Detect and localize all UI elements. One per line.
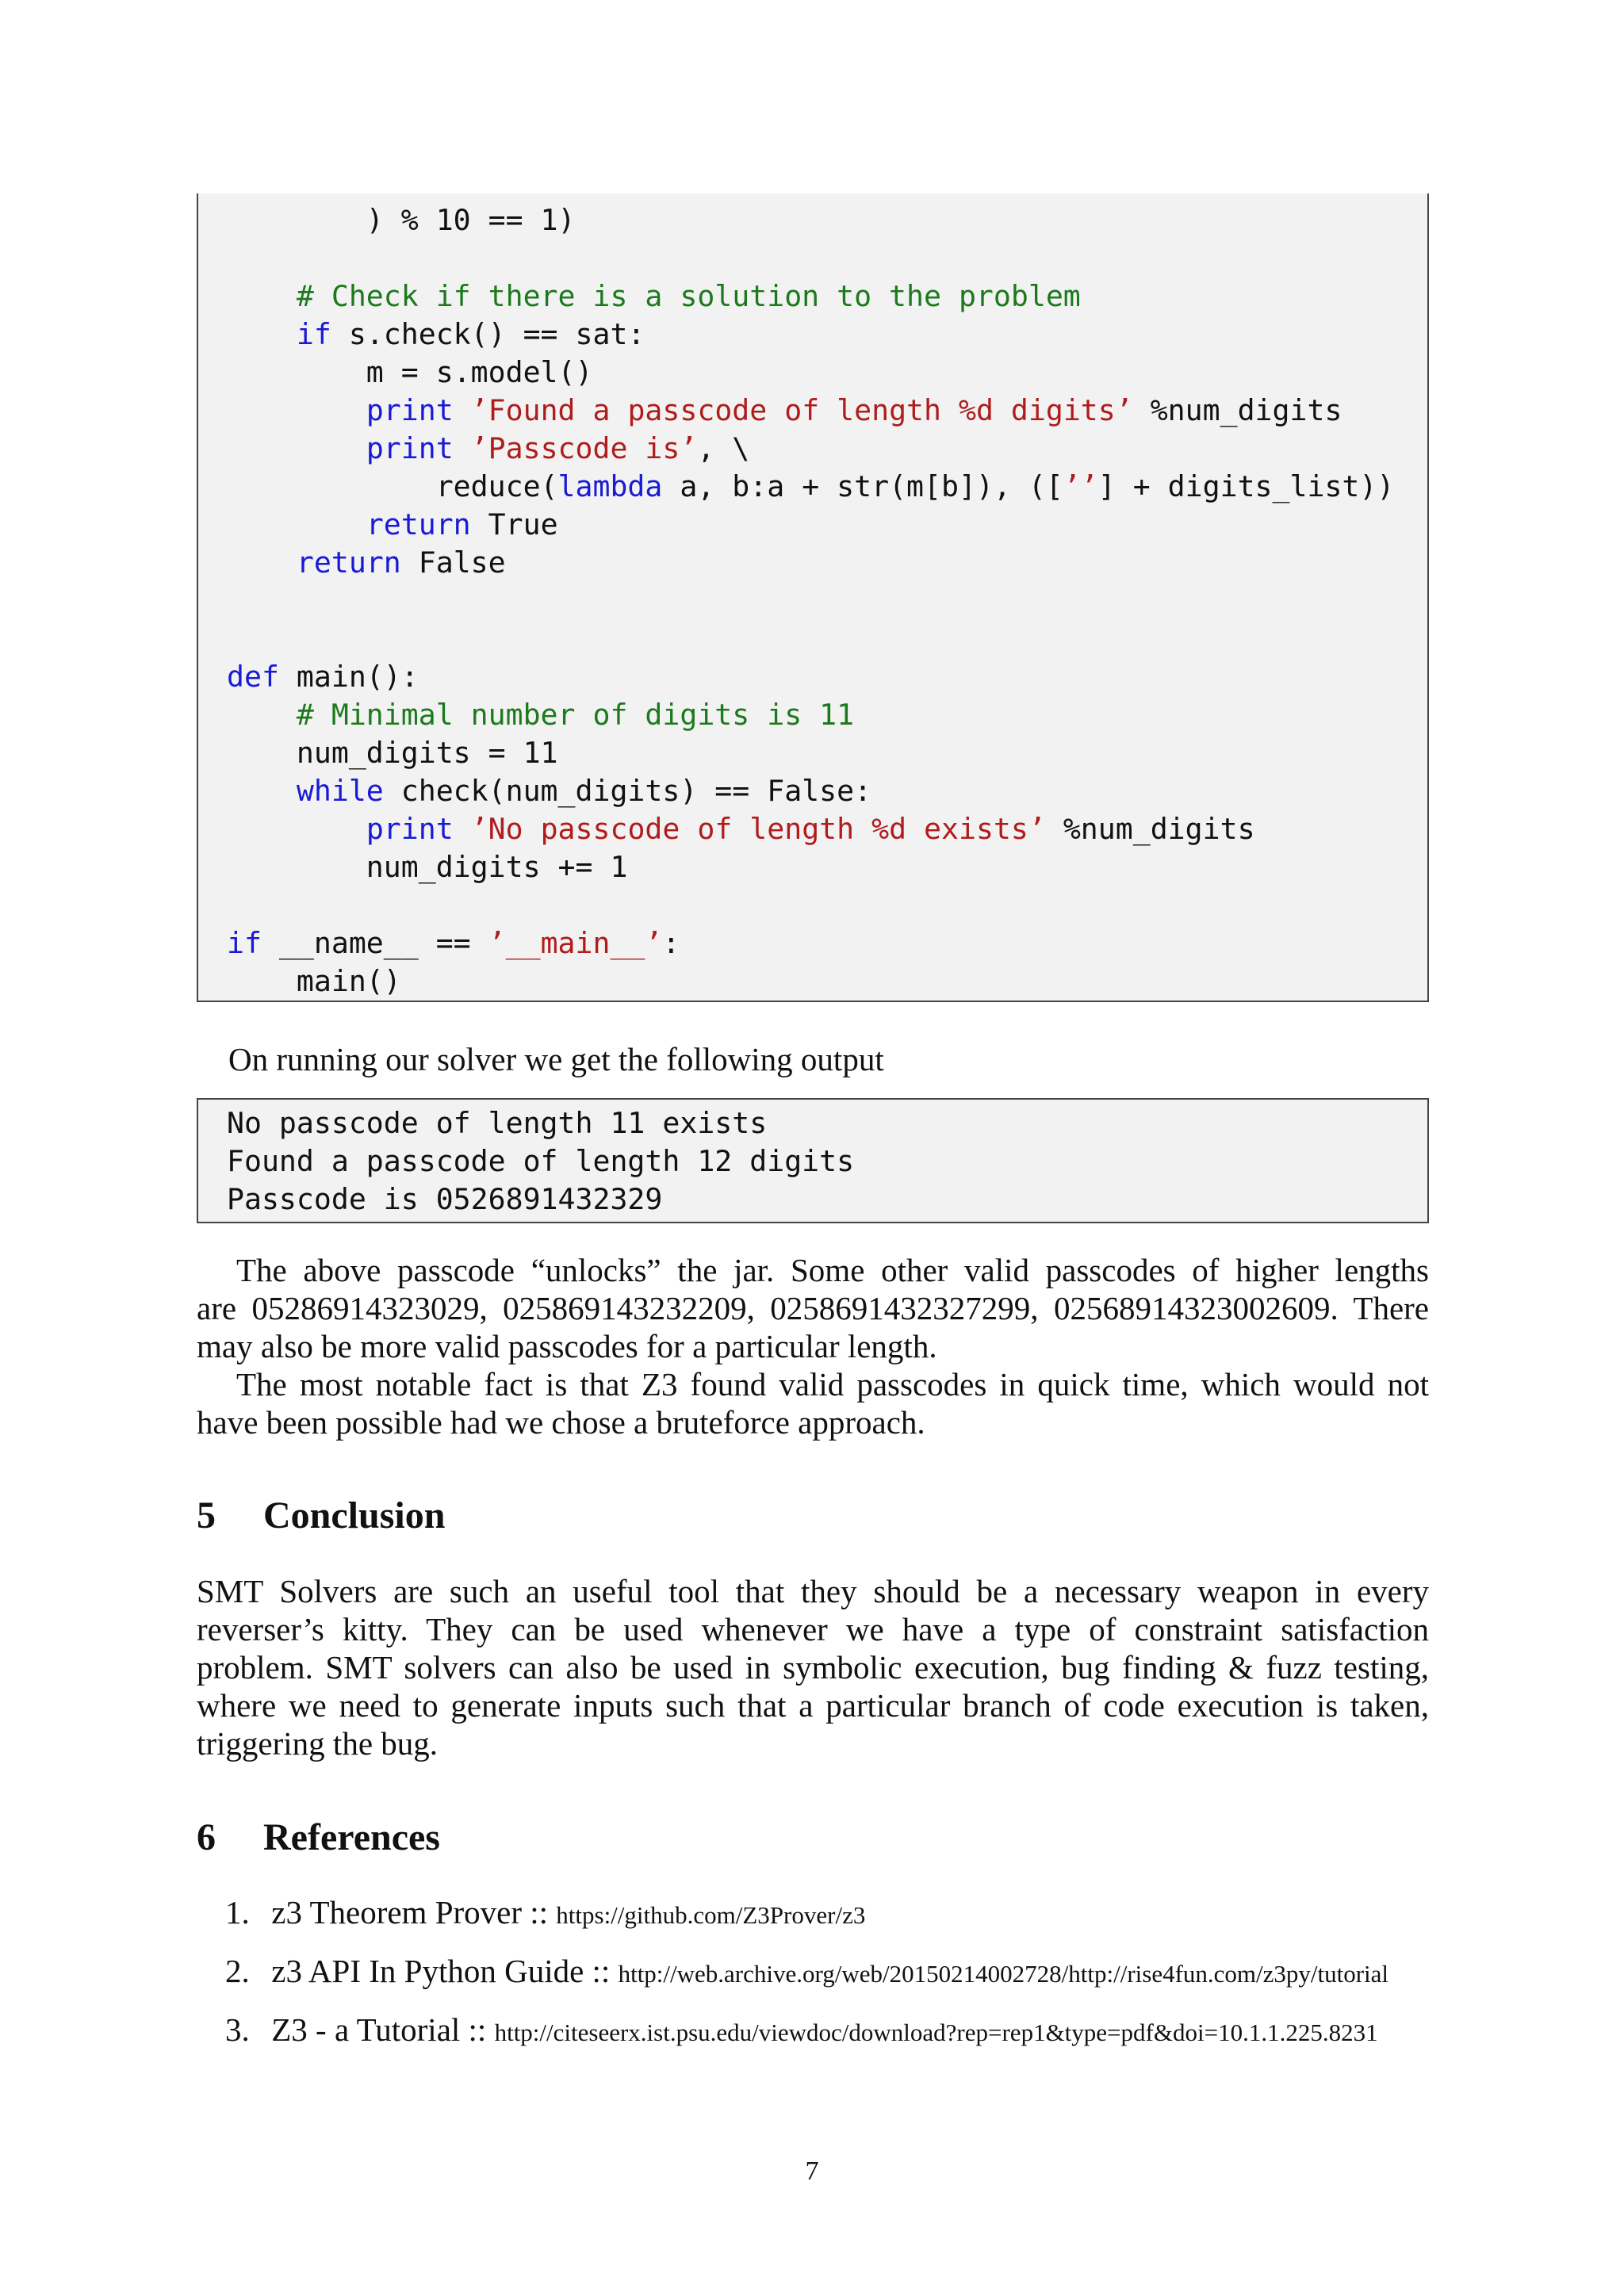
code-text: num_digits = 11 bbox=[227, 736, 558, 770]
output-listing bbox=[197, 1098, 1429, 1223]
code-text bbox=[227, 393, 366, 427]
section-heading-conclusion bbox=[197, 1494, 445, 1537]
paragraph-line: The most notable fact is that Z3 found valid passcodes in quick time, which would not bbox=[236, 1366, 1429, 1402]
code-text: : bbox=[662, 926, 680, 960]
reference-label: z3 Theorem Prover :: bbox=[271, 1894, 549, 1931]
code-line bbox=[227, 201, 576, 239]
paragraph-line: triggering the bug. bbox=[197, 1725, 439, 1762]
section-number: 5 bbox=[197, 1494, 216, 1536]
code-text: %num_digits bbox=[1132, 393, 1342, 427]
code-text: , \ bbox=[697, 431, 750, 465]
code-text: %num_digits bbox=[1045, 812, 1255, 846]
code-line bbox=[227, 848, 627, 886]
conclusion-paragraph bbox=[197, 1572, 1429, 1762]
reference-url[interactable]: http://web.archive.org/web/20150214002728/http://rise4fun.com/z3py/tutorial bbox=[618, 1960, 1389, 1988]
code-text bbox=[227, 812, 366, 846]
results-paragraph bbox=[197, 1251, 1429, 1441]
code-listing bbox=[197, 193, 1429, 1002]
reference-number: 1. bbox=[225, 1894, 250, 1931]
reference-url[interactable]: https://github.com/Z3Prover/z3 bbox=[556, 1901, 866, 1929]
code-text: __name__ == bbox=[261, 926, 488, 960]
paragraph-line: SMT Solvers are such an useful tool that they should be a necessary weapon in every bbox=[197, 1573, 1429, 1609]
code-line bbox=[227, 658, 419, 696]
code-line bbox=[227, 506, 558, 544]
code-text bbox=[227, 317, 297, 351]
code-line bbox=[227, 277, 1081, 316]
code-line bbox=[227, 392, 1342, 430]
code-text: main() bbox=[227, 964, 401, 998]
paragraph-line: are 05286914323029, 025869143232209, 0258691432327299, 02568914323002609. There bbox=[197, 1290, 1429, 1326]
code-text: True bbox=[470, 507, 558, 541]
code-line bbox=[227, 962, 401, 1001]
code-line bbox=[227, 772, 871, 810]
intro-sentence bbox=[228, 1040, 1429, 1078]
code-keyword: print bbox=[366, 431, 454, 465]
code-text bbox=[227, 507, 366, 541]
code-text bbox=[227, 431, 366, 465]
code-text: a, b:a + str(m[b]), ([ bbox=[662, 469, 1063, 503]
section-heading-references bbox=[197, 1816, 440, 1859]
reference-url[interactable]: http://citeseerx.ist.psu.edu/viewdoc/download?rep=rep1&type=pdf&doi=10.1.1.225.8231 bbox=[494, 2019, 1378, 2046]
output-line: Found a passcode of length 12 digits bbox=[227, 1144, 855, 1178]
code-line bbox=[227, 430, 749, 468]
code-text: m = s.model() bbox=[227, 355, 593, 389]
paragraph-line: The above passcode “unlocks” the jar. Some other valid passcodes of higher lengths bbox=[236, 1252, 1429, 1288]
code-keyword: while bbox=[296, 774, 384, 808]
code-text: check(num_digits) == False: bbox=[383, 774, 872, 808]
code-text: False bbox=[400, 545, 506, 580]
code-text bbox=[454, 431, 471, 465]
reference-label: z3 API In Python Guide :: bbox=[271, 1953, 611, 1989]
code-text: main(): bbox=[278, 660, 419, 694]
code-comment: # Check if there is a solution to the problem bbox=[227, 279, 1081, 313]
intro-text: On running our solver we get the following output bbox=[228, 1041, 884, 1077]
code-line bbox=[227, 810, 1255, 848]
reference-label: Z3 - a Tutorial :: bbox=[271, 2011, 487, 2048]
reference-item bbox=[225, 1952, 1388, 1990]
code-keyword: return bbox=[296, 545, 401, 580]
code-line bbox=[227, 696, 854, 734]
code-line bbox=[227, 544, 506, 582]
code-text: num_digits += 1 bbox=[227, 850, 628, 884]
paragraph-line: problem. SMT solvers can also be used in symbolic execution, bug finding & fuzz testing, bbox=[197, 1649, 1429, 1686]
code-keyword: print bbox=[366, 812, 454, 846]
reference-number: 3. bbox=[225, 2011, 250, 2048]
code-comment: # Minimal number of digits is 11 bbox=[227, 698, 855, 732]
code-text bbox=[454, 812, 471, 846]
reference-item bbox=[225, 2011, 1378, 2049]
code-line bbox=[227, 924, 680, 962]
code-keyword: if bbox=[296, 317, 331, 351]
section-title: Conclusion bbox=[263, 1494, 446, 1536]
code-keyword: return bbox=[366, 507, 471, 541]
code-text: ] + digits_list)) bbox=[1097, 469, 1395, 503]
code-text bbox=[227, 545, 297, 580]
code-text bbox=[227, 774, 297, 808]
code-keyword: print bbox=[366, 393, 454, 427]
code-string: ’Found a passcode of length %d digits’ bbox=[470, 393, 1133, 427]
output-line: Passcode is 0526891432329 bbox=[227, 1182, 663, 1216]
reference-number: 2. bbox=[225, 1953, 250, 1989]
code-text: s.check() == sat: bbox=[331, 317, 645, 351]
code-keyword: lambda bbox=[557, 469, 663, 503]
paragraph-line: reverser’s kitty. They can be used whenever we have a type of constraint satisfaction bbox=[197, 1611, 1429, 1647]
code-string: ’__main__’ bbox=[488, 926, 663, 960]
code-text: ) % 10 == 1) bbox=[227, 203, 576, 237]
code-line bbox=[227, 316, 645, 354]
reference-item bbox=[225, 1893, 865, 1931]
page-number: 7 bbox=[805, 2156, 819, 2186]
code-keyword: def bbox=[227, 660, 279, 694]
paragraph-line: have been possible had we chose a bruteforce approach. bbox=[197, 1404, 925, 1441]
code-text: reduce( bbox=[227, 469, 558, 503]
code-line bbox=[227, 734, 558, 772]
code-string: ’No passcode of length %d exists’ bbox=[470, 812, 1046, 846]
code-string: ’’ bbox=[1063, 469, 1098, 503]
section-title: References bbox=[263, 1816, 440, 1858]
code-line bbox=[227, 354, 592, 392]
code-line bbox=[227, 468, 1394, 506]
code-text bbox=[454, 393, 471, 427]
code-keyword: if bbox=[227, 926, 262, 960]
section-number: 6 bbox=[197, 1816, 216, 1858]
code-string: ’Passcode is’ bbox=[470, 431, 698, 465]
paragraph-line: may also be more valid passcodes for a particular length. bbox=[197, 1328, 937, 1364]
output-line: No passcode of length 11 exists bbox=[227, 1106, 768, 1140]
paragraph-line: where we need to generate inputs such that a particular branch of code execution is taken, bbox=[197, 1687, 1429, 1724]
